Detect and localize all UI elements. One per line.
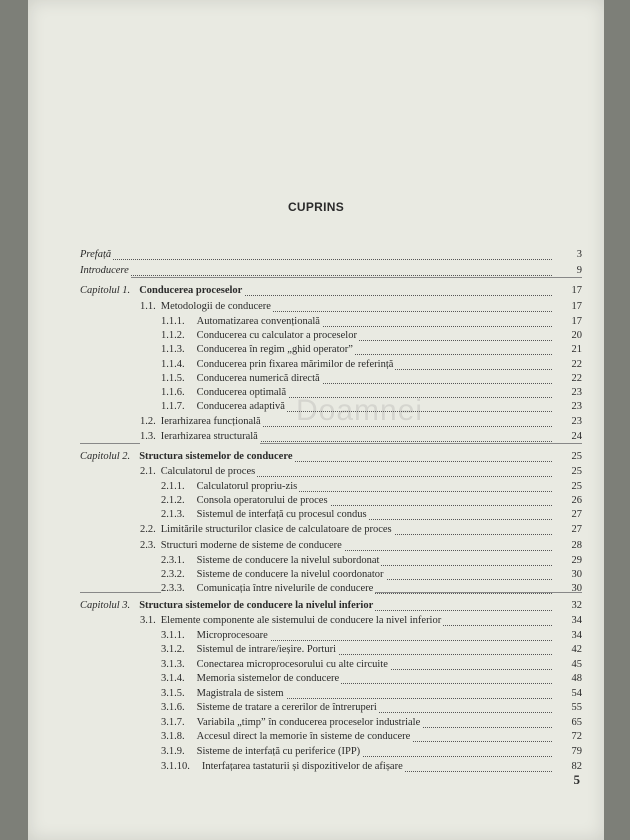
toc-entry-number: 1.1.7. <box>161 401 185 412</box>
toc-entry-page: 22 <box>571 373 582 384</box>
toc-entry-number: 1.1.4. <box>161 359 185 370</box>
toc-entry-title: Consola operatorului de proces <box>196 495 328 506</box>
toc-entry-page: 72 <box>571 731 582 742</box>
toc-entry-page: 48 <box>571 673 582 684</box>
toc-entry-title: Calculatorul de proces <box>160 466 256 477</box>
toc-entry-title: Sistemul de interfață cu procesul condus <box>196 509 367 520</box>
toc-entry-number: 2.1.2. <box>161 495 185 506</box>
toc-entry-label <box>161 760 405 774</box>
toc-entry-page: 23 <box>571 401 582 412</box>
toc-entry-title: Magistrala de sistem <box>196 688 284 699</box>
toc-entry-number: 1.1.1. <box>161 316 185 327</box>
toc-entry-title: Automatizarea convențională <box>196 316 320 327</box>
toc-entry-title: Structura sistemelor de conducere <box>139 451 293 462</box>
toc-entry-page: 54 <box>571 688 582 699</box>
toc-entry-number: 2.3.1. <box>161 555 185 566</box>
toc-entry-page: 28 <box>571 540 582 551</box>
toc-entry-page: 23 <box>571 387 582 398</box>
toc-entry-title: Structura sistemelor de conducere la nivelul inferior <box>139 600 374 611</box>
toc-entry-number: 1.3. <box>140 431 156 442</box>
toc-entry-number: Capitolul 3. <box>80 600 131 611</box>
toc-entry-title: Calculatorul propriu-zis <box>196 481 298 492</box>
toc-entry <box>28 264 582 278</box>
toc-entry-title: Ierarhizarea structurală <box>160 431 258 442</box>
toc-entry-title: Sisteme de tratare a cererilor de întreruperi <box>196 702 377 713</box>
toc-entry-number: 1.1.2. <box>161 330 185 341</box>
toc-entry-page: 55 <box>571 702 582 713</box>
toc-entry-page: 27 <box>571 524 582 535</box>
toc-entry-page: 45 <box>571 659 582 670</box>
toc-entry-page: 34 <box>571 615 582 626</box>
toc-entry-number: 2.3.2. <box>161 569 185 580</box>
toc-entry-page: 26 <box>571 495 582 506</box>
toc-entry-number: 3.1.4. <box>161 673 185 684</box>
toc-entry-number: 3.1.9. <box>161 746 185 757</box>
page-title: CUPRINS <box>287 200 345 214</box>
toc-entry-number: 3.1. <box>140 615 156 626</box>
toc-entry-title: Memoria sistemelor de conducere <box>196 673 340 684</box>
toc-entry-title: Variabila „timp” în conducerea proceselor industriale <box>196 717 421 728</box>
toc-entry-number: 3.1.6. <box>161 702 185 713</box>
toc-entry-title: Limitările structurilor clasice de calculatoare de proces <box>160 524 392 535</box>
toc-entry-number: 2.3.3. <box>161 583 185 594</box>
toc-entry-title: Conducerea în regim „ghid operator” <box>196 344 353 355</box>
toc-entry-title: Microprocesoare <box>196 630 268 641</box>
toc-entry-number: 1.1.6. <box>161 387 185 398</box>
toc-entry-label <box>80 248 113 262</box>
toc-entry <box>28 760 582 774</box>
toc-entry-page: 34 <box>571 630 582 641</box>
toc-entry <box>28 430 582 444</box>
toc-entry-number: Capitolul 1. <box>80 285 131 296</box>
book-page <box>28 0 604 840</box>
toc-entry-title: Sisteme de conducere la nivelul subordonat <box>196 555 380 566</box>
dot-leader <box>80 261 552 276</box>
toc-entry-page: 21 <box>571 344 582 355</box>
toc-entry-page: 17 <box>571 285 582 296</box>
toc-entry-number: 2.3. <box>140 540 156 551</box>
toc-entry-title: Conducerea optimală <box>196 387 287 398</box>
toc-entry <box>28 582 582 596</box>
toc-entry-page: 23 <box>571 416 582 427</box>
toc-entry-title: Introducere <box>80 265 129 276</box>
toc-entry-title: Elemente componente ale sistemului de conducere la nivel inferior <box>160 615 442 626</box>
toc-entry-title: Conducerea proceselor <box>139 285 243 296</box>
toc-entry-title: Metodologii de conducere <box>160 301 271 312</box>
watermark-logo: Doamnei <box>296 394 424 427</box>
toc-entry-label <box>140 523 394 537</box>
toc-entry <box>28 284 582 298</box>
toc-entry-title: Conducerea adaptivă <box>196 401 285 412</box>
toc-entry-number: Capitolul 2. <box>80 451 131 462</box>
toc-entry-page: 17 <box>571 316 582 327</box>
toc-entry-number: 2.1. <box>140 466 156 477</box>
toc-entry-number: 1.2. <box>140 416 156 427</box>
toc-entry <box>28 248 582 262</box>
toc-entry-page: 82 <box>571 761 582 772</box>
toc-entry-title: Interfațarea tastaturii și dispozitivelor de afișare <box>201 761 403 772</box>
toc-entry-title: Sistemul de intrare/ieșire. Porturi <box>196 644 337 655</box>
toc-entry <box>28 523 582 537</box>
toc-entry-number: 2.2. <box>140 524 156 535</box>
toc-entry-number: 3.1.3. <box>161 659 185 670</box>
toc-entry-title: Conducerea cu calculator a proceselor <box>196 330 357 341</box>
toc-entry-number: 2.1.1. <box>161 481 185 492</box>
toc-entry-page: 9 <box>576 265 582 276</box>
toc-entry-title: Sisteme de interfață cu periferice (IPP) <box>196 746 361 757</box>
toc-entry-number: 3.1.5. <box>161 688 185 699</box>
toc-entry-page: 24 <box>571 431 582 442</box>
toc-entry-page: 3 <box>576 249 582 260</box>
toc-entry-title: Structuri moderne de sisteme de conducere <box>160 540 342 551</box>
toc-entry-number: 2.1.3. <box>161 509 185 520</box>
toc-entry-title: Sisteme de conducere la nivelul coordonator <box>196 569 384 580</box>
toc-entry-title: Conectarea microprocesorului cu alte circuite <box>196 659 388 670</box>
toc-entry-title: Prefață <box>80 249 112 260</box>
toc-entry-title: Accesul direct la memorie în sisteme de conducere <box>196 731 411 742</box>
dot-leader <box>80 245 552 260</box>
toc-entry-label <box>140 430 260 444</box>
toc-entry-number: 1.1. <box>140 301 156 312</box>
toc-entry-number: 3.1.7. <box>161 717 185 728</box>
toc-entry-number: 3.1.8. <box>161 731 185 742</box>
toc-entry-page: 29 <box>571 555 582 566</box>
toc-entry-page: 32 <box>571 600 582 611</box>
toc-entry-number: 1.1.3. <box>161 344 185 355</box>
toc-entry-title: Comunicația între nivelurile de conducere <box>196 583 374 594</box>
toc-entry-number: 3.1.2. <box>161 644 185 655</box>
toc-entry-label <box>80 284 244 298</box>
toc-entry-title: Conducerea numerică directă <box>196 373 320 384</box>
toc-entry-title: Ierarhizarea funcțională <box>160 416 261 427</box>
toc-entry-number: 3.1.1. <box>161 630 185 641</box>
toc-entry-number: 3.1.10. <box>161 761 190 772</box>
toc-entry-label <box>161 582 375 596</box>
toc-entry-page: 65 <box>571 717 582 728</box>
toc-entry-title: Conducerea prin fixarea mărimilor de referință <box>196 359 394 370</box>
toc-entry-page: 25 <box>571 466 582 477</box>
toc-entry-page: 25 <box>571 451 582 462</box>
toc-entry-page: 27 <box>571 509 582 520</box>
toc-entry-page: 20 <box>571 330 582 341</box>
toc-entry-page: 17 <box>571 301 582 312</box>
toc-entry-page: 79 <box>571 746 582 757</box>
toc-entry-page: 30 <box>571 569 582 580</box>
page-number: 5 <box>573 772 580 787</box>
toc-entry-label <box>80 264 131 278</box>
toc-entry-number: 1.1.5. <box>161 373 185 384</box>
toc-entry-page: 22 <box>571 359 582 370</box>
toc-entry-page: 25 <box>571 481 582 492</box>
toc-entry-page: 42 <box>571 644 582 655</box>
toc-entry-page: 30 <box>571 583 582 594</box>
